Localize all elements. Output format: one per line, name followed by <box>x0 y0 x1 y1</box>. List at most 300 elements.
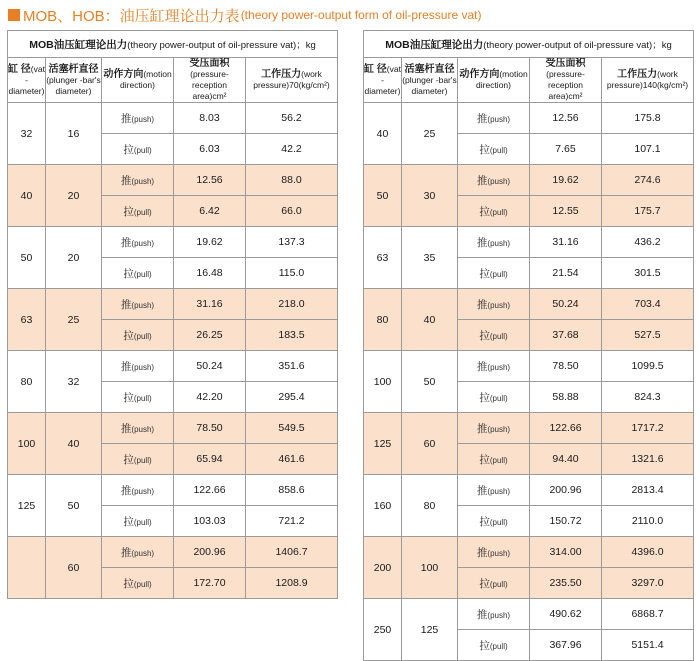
push-label-en: (push) <box>131 486 155 496</box>
rod-value: 50 <box>67 499 80 512</box>
pull-area-value: 12.55 <box>552 205 579 217</box>
direction-push <box>458 289 530 320</box>
bore-value: 80 <box>376 313 389 326</box>
bore-cell <box>364 351 402 413</box>
pull-force-value: 107.1 <box>634 143 661 155</box>
direction-pull <box>102 444 174 475</box>
rod-cell <box>46 351 102 413</box>
bore-cell <box>8 103 46 165</box>
pressure-header-cn: 工作压力 <box>617 69 658 80</box>
push-force-value: 6868.7 <box>631 608 664 620</box>
pull-label-en: (pull) <box>133 145 152 155</box>
rod-value: 20 <box>67 251 80 264</box>
area-header-en: (pressure- reception area)cm² <box>190 69 229 101</box>
pull-label-cn: 拉 <box>479 391 490 404</box>
caption-en: (theory power-output of oil-pressure vat)；kg <box>127 39 316 51</box>
rod-value: 16 <box>67 127 80 140</box>
push-force-value: 549.5 <box>278 422 305 434</box>
pull-label-cn: 拉 <box>479 329 490 342</box>
push-force-value: 175.8 <box>634 112 661 124</box>
push-area-cell <box>174 475 246 506</box>
push-force-cell <box>602 537 694 568</box>
pull-force-value: 721.2 <box>278 515 305 527</box>
direction-pull <box>102 196 174 227</box>
pull-force-value: 183.5 <box>278 329 305 341</box>
rod-header-cn: 活塞杆直径 <box>404 63 455 75</box>
pressure-header-cn: 工作压力 <box>261 69 302 80</box>
output-table-70 <box>7 30 338 599</box>
bore-value: 40 <box>20 189 33 202</box>
pull-area-value: 65.94 <box>196 453 223 465</box>
pull-label-cn: 拉 <box>123 267 134 280</box>
direction-pull <box>458 258 530 289</box>
pull-force-cell <box>246 568 338 599</box>
table-row <box>364 289 694 320</box>
direction-pull <box>458 382 530 413</box>
push-force-cell <box>602 599 694 630</box>
pull-force-value: 66.0 <box>281 205 302 217</box>
push-area-value: 122.66 <box>193 484 226 496</box>
pull-label-en: (pull) <box>489 579 508 589</box>
rod-cell <box>402 475 458 537</box>
push-label-en: (push) <box>131 300 155 310</box>
bore-cell <box>364 537 402 599</box>
push-label-cn: 推 <box>476 298 488 311</box>
pull-area-value: 367.96 <box>549 639 582 651</box>
pull-force-cell <box>246 382 338 413</box>
caption-cn: MOB油压缸理论出力 <box>385 38 484 51</box>
push-area-value: 122.66 <box>549 422 582 434</box>
pull-label-cn: 拉 <box>123 453 134 466</box>
push-area-value: 78.50 <box>196 422 223 434</box>
direction-pull <box>102 506 174 537</box>
pull-area-cell <box>530 320 602 351</box>
push-label-en: (push) <box>487 548 511 558</box>
bore-value: 63 <box>376 251 389 264</box>
push-area-value: 31.16 <box>196 298 223 310</box>
pull-area-cell <box>174 134 246 165</box>
push-area-value: 200.96 <box>193 546 226 558</box>
table-row <box>8 165 338 196</box>
table-row <box>364 103 694 134</box>
pull-force-cell <box>246 258 338 289</box>
pull-label-en: (pull) <box>489 207 508 217</box>
title-en: (theory power-output form of oil-pressure vat) <box>240 8 482 22</box>
bore-value: 125 <box>373 437 392 450</box>
bore-cell <box>364 227 402 289</box>
push-area-cell <box>530 227 602 258</box>
direction-pull <box>102 258 174 289</box>
bore-cell <box>8 227 46 289</box>
pull-area-cell <box>174 444 246 475</box>
push-area-cell <box>530 413 602 444</box>
push-label-en: (push) <box>131 176 155 186</box>
direction-header <box>102 58 174 103</box>
direction-push <box>102 289 174 320</box>
bore-value: 200 <box>373 561 392 574</box>
push-force-cell <box>602 165 694 196</box>
push-area-value: 8.03 <box>199 112 220 124</box>
rod-cell <box>46 413 102 475</box>
bore-cell <box>364 103 402 165</box>
direction-header-cn: 动作方向 <box>103 69 144 80</box>
rod-cell <box>402 599 458 661</box>
pull-force-cell <box>602 382 694 413</box>
push-area-cell <box>530 599 602 630</box>
push-label-cn: 推 <box>120 174 132 187</box>
pull-area-cell <box>530 196 602 227</box>
pull-area-cell <box>530 134 602 165</box>
pull-area-cell <box>174 506 246 537</box>
push-label-en: (push) <box>487 238 511 248</box>
pull-force-value: 1321.6 <box>631 453 664 465</box>
bore-header <box>364 58 402 103</box>
direction-header-en: (motion direction) <box>120 69 172 90</box>
area-header-cn: 受压面积 <box>545 58 586 69</box>
table-row <box>8 103 338 134</box>
pull-label-en: (pull) <box>133 517 152 527</box>
bore-cell <box>364 289 402 351</box>
push-area-value: 19.62 <box>552 174 579 186</box>
push-force-cell <box>602 475 694 506</box>
pull-force-value: 3297.0 <box>631 577 664 589</box>
push-area-value: 490.62 <box>549 608 582 620</box>
pull-label-en: (pull) <box>489 455 508 465</box>
pull-label-en: (pull) <box>133 455 152 465</box>
pull-area-value: 58.88 <box>552 391 579 403</box>
bore-value: 32 <box>20 127 33 140</box>
push-area-value: 12.56 <box>196 174 223 186</box>
direction-push <box>102 351 174 382</box>
direction-pull <box>458 630 530 661</box>
pull-label-en: (pull) <box>133 331 152 341</box>
pull-area-cell <box>530 506 602 537</box>
direction-pull <box>102 568 174 599</box>
push-label-en: (push) <box>131 238 155 248</box>
push-label-cn: 推 <box>476 608 488 621</box>
direction-push <box>458 227 530 258</box>
rod-value: 25 <box>67 313 80 326</box>
push-label-en: (push) <box>487 114 511 124</box>
direction-pull <box>458 568 530 599</box>
pull-area-value: 26.25 <box>196 329 223 341</box>
bore-header-en: (vat -diameter) <box>8 63 45 96</box>
pull-area-value: 37.68 <box>552 329 579 341</box>
pull-force-cell <box>602 630 694 661</box>
bore-cell <box>364 599 402 661</box>
push-label-cn: 推 <box>120 298 132 311</box>
table-row <box>364 413 694 444</box>
push-area-value: 31.16 <box>552 236 579 248</box>
push-area-value: 78.50 <box>552 360 579 372</box>
rod-cell <box>402 351 458 413</box>
pull-label-en: (pull) <box>133 207 152 217</box>
rod-value: 100 <box>420 561 439 574</box>
bore-value: 100 <box>373 375 392 388</box>
push-label-en: (push) <box>487 362 511 372</box>
bore-header-en: (vat -diameter) <box>364 63 401 96</box>
direction-push <box>458 599 530 630</box>
pull-label-cn: 拉 <box>123 577 134 590</box>
bore-value: 50 <box>376 189 389 202</box>
push-label-en: (push) <box>131 424 155 434</box>
push-force-value: 1406.7 <box>275 546 308 558</box>
output-table-140 <box>363 30 694 661</box>
push-label-en: (push) <box>487 176 511 186</box>
bore-cell <box>364 475 402 537</box>
pull-force-value: 295.4 <box>278 391 305 403</box>
push-force-cell <box>246 289 338 320</box>
push-force-cell <box>246 103 338 134</box>
rod-cell <box>46 537 102 599</box>
area-header <box>530 58 602 103</box>
rod-cell <box>46 165 102 227</box>
table-row <box>364 475 694 506</box>
push-area-cell <box>530 289 602 320</box>
pull-label-cn: 拉 <box>123 515 134 528</box>
pull-area-value: 172.70 <box>193 577 226 589</box>
direction-push <box>458 475 530 506</box>
pull-force-cell <box>246 196 338 227</box>
table-row <box>364 165 694 196</box>
pull-force-cell <box>602 134 694 165</box>
push-area-value: 314.00 <box>549 546 582 558</box>
caption-cn: MOB油压缸理论出力 <box>29 38 128 51</box>
table-row <box>8 289 338 320</box>
pull-label-cn: 拉 <box>123 329 134 342</box>
pull-label-cn: 拉 <box>123 391 134 404</box>
pull-area-cell <box>530 382 602 413</box>
page-title <box>8 4 481 26</box>
push-area-cell <box>174 227 246 258</box>
push-label-en: (push) <box>487 424 511 434</box>
pull-label-en: (pull) <box>489 145 508 155</box>
push-label-cn: 推 <box>120 546 132 559</box>
direction-pull <box>458 444 530 475</box>
push-label-cn: 推 <box>476 360 488 373</box>
pull-area-value: 103.03 <box>193 515 226 527</box>
bore-value: 40 <box>376 127 389 140</box>
pull-label-en: (pull) <box>489 393 508 403</box>
direction-pull <box>102 320 174 351</box>
push-force-value: 436.2 <box>634 236 661 248</box>
bore-cell <box>8 475 46 537</box>
pull-area-cell <box>174 320 246 351</box>
pressure-header <box>246 58 338 103</box>
direction-pull <box>102 382 174 413</box>
push-force-cell <box>602 413 694 444</box>
push-area-cell <box>530 103 602 134</box>
pull-label-cn: 拉 <box>123 205 134 218</box>
bore-value: 125 <box>17 499 36 512</box>
pull-label-en: (pull) <box>133 393 152 403</box>
pull-force-cell <box>602 506 694 537</box>
pull-force-cell <box>246 444 338 475</box>
direction-push <box>102 165 174 196</box>
bore-value: 63 <box>20 313 33 326</box>
push-force-cell <box>602 351 694 382</box>
pull-label-en: (pull) <box>489 641 508 651</box>
pull-label-cn: 拉 <box>479 639 490 652</box>
pull-force-value: 527.5 <box>634 329 661 341</box>
pressure-header <box>602 58 694 103</box>
table-row <box>364 227 694 258</box>
rod-value: 20 <box>67 189 80 202</box>
pressure-header-en: (work pressure)70(kg/cm²) <box>253 69 330 90</box>
pull-force-cell <box>602 258 694 289</box>
direction-push <box>102 413 174 444</box>
direction-push <box>458 165 530 196</box>
pull-label-cn: 拉 <box>479 453 490 466</box>
bore-cell <box>8 351 46 413</box>
direction-pull <box>458 320 530 351</box>
push-label-cn: 推 <box>476 236 488 249</box>
push-area-cell <box>530 351 602 382</box>
push-force-value: 703.4 <box>634 298 661 310</box>
pull-area-cell <box>174 196 246 227</box>
pull-force-cell <box>246 320 338 351</box>
push-force-value: 88.0 <box>281 174 302 186</box>
rod-header <box>402 58 458 103</box>
push-label-cn: 推 <box>120 236 132 249</box>
pull-area-value: 150.72 <box>549 515 582 527</box>
direction-pull <box>458 134 530 165</box>
pull-label-en: (pull) <box>489 331 508 341</box>
bore-value: 50 <box>20 251 33 264</box>
push-force-cell <box>602 227 694 258</box>
push-label-en: (push) <box>131 362 155 372</box>
pull-label-cn: 拉 <box>479 267 490 280</box>
direction-push <box>102 537 174 568</box>
rod-value: 60 <box>67 561 80 574</box>
push-label-cn: 推 <box>476 112 488 125</box>
table-row <box>364 537 694 568</box>
title-cn: MOB、HOB：油压缸理论出力表 <box>23 7 240 25</box>
caption-en: (theory power-output of oil-pressure vat)；kg <box>483 39 672 51</box>
area-header-cn: 受压面积 <box>189 58 230 69</box>
rod-cell <box>402 289 458 351</box>
pull-label-cn: 拉 <box>479 205 490 218</box>
push-label-en: (push) <box>487 300 511 310</box>
pull-area-value: 42.20 <box>196 391 223 403</box>
direction-push <box>458 103 530 134</box>
pull-label-cn: 拉 <box>479 577 490 590</box>
pull-force-value: 42.2 <box>281 143 302 155</box>
table-row <box>8 475 338 506</box>
push-label-en: (push) <box>131 114 155 124</box>
bore-cell <box>8 413 46 475</box>
pull-force-cell <box>246 506 338 537</box>
rod-value: 35 <box>423 251 436 264</box>
bore-cell <box>364 165 402 227</box>
title-square-icon <box>8 9 20 21</box>
pressure-header-en: (work pressure)140(kg/cm²) <box>606 69 689 90</box>
pull-area-value: 7.65 <box>555 143 576 155</box>
pull-label-cn: 拉 <box>479 515 490 528</box>
table-row <box>364 351 694 382</box>
push-force-cell <box>602 289 694 320</box>
push-label-cn: 推 <box>476 484 488 497</box>
rod-header-en: (plunger -bar's diameter) <box>402 74 457 96</box>
pull-area-value: 6.42 <box>199 205 220 217</box>
push-area-value: 12.56 <box>552 112 579 124</box>
push-force-cell <box>602 103 694 134</box>
pull-force-cell <box>602 568 694 599</box>
direction-pull <box>102 134 174 165</box>
rod-value: 60 <box>423 437 436 450</box>
direction-header-cn: 动作方向 <box>459 69 500 80</box>
push-label-cn: 推 <box>120 360 132 373</box>
pull-area-cell <box>530 444 602 475</box>
pull-area-cell <box>530 630 602 661</box>
pull-force-cell <box>602 444 694 475</box>
bore-cell <box>8 289 46 351</box>
pull-area-cell <box>530 258 602 289</box>
push-label-cn: 推 <box>476 546 488 559</box>
pull-area-value: 235.50 <box>549 577 582 589</box>
push-label-cn: 推 <box>120 422 132 435</box>
push-area-cell <box>174 103 246 134</box>
pull-label-en: (pull) <box>489 269 508 279</box>
rod-value: 32 <box>67 375 80 388</box>
pull-area-cell <box>174 568 246 599</box>
table-caption-row <box>8 31 338 58</box>
rod-value: 40 <box>67 437 80 450</box>
table-caption <box>364 31 694 58</box>
pull-label-en: (pull) <box>133 579 152 589</box>
bore-value: 100 <box>17 437 36 450</box>
rod-cell <box>402 537 458 599</box>
pull-force-cell <box>246 134 338 165</box>
table-row <box>8 351 338 382</box>
table-header-row <box>364 58 694 103</box>
rod-value: 50 <box>423 375 436 388</box>
push-force-cell <box>246 165 338 196</box>
push-label-cn: 推 <box>120 112 132 125</box>
push-force-cell <box>246 475 338 506</box>
pull-force-value: 1208.9 <box>275 577 308 589</box>
direction-header-en: (motion direction) <box>476 69 528 90</box>
pull-force-value: 5151.4 <box>631 639 664 651</box>
push-force-value: 137.3 <box>278 236 305 248</box>
table-caption-row <box>364 31 694 58</box>
bore-header-cn: 缸 径 <box>8 63 31 75</box>
bore-cell <box>364 413 402 475</box>
push-label-cn: 推 <box>476 422 488 435</box>
table-row <box>8 413 338 444</box>
bore-header-cn: 缸 径 <box>364 63 387 75</box>
push-force-value: 351.6 <box>278 360 305 372</box>
rod-header-cn: 活塞杆直径 <box>48 63 99 75</box>
pull-area-value: 16.48 <box>196 267 223 279</box>
rod-value: 125 <box>420 623 439 636</box>
area-header-en: (pressure- reception area)cm² <box>546 69 585 101</box>
pull-area-value: 21.54 <box>552 267 579 279</box>
rod-value: 30 <box>423 189 436 202</box>
push-label-cn: 推 <box>476 174 488 187</box>
pull-force-value: 461.6 <box>278 453 305 465</box>
rod-value: 40 <box>423 313 436 326</box>
direction-push <box>458 537 530 568</box>
table-row <box>364 599 694 630</box>
pull-area-cell <box>530 568 602 599</box>
push-force-cell <box>246 537 338 568</box>
push-area-cell <box>174 351 246 382</box>
pull-force-cell <box>602 196 694 227</box>
push-force-cell <box>246 413 338 444</box>
direction-pull <box>458 196 530 227</box>
direction-push <box>102 227 174 258</box>
